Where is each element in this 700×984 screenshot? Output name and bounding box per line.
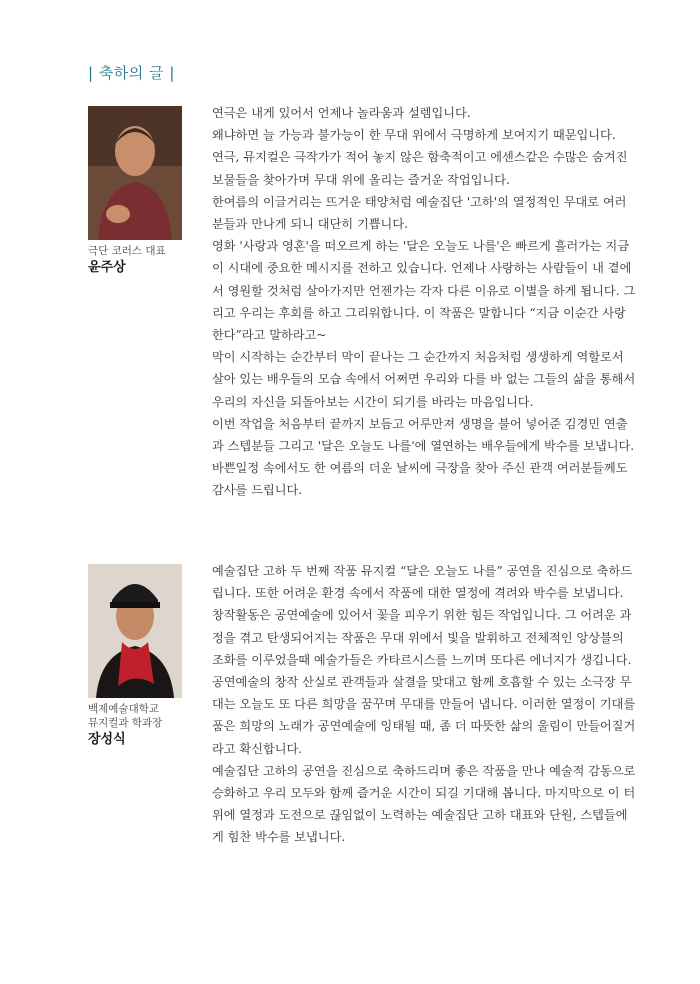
message-paragraph: 막이 시작하는 순간부터 막이 끝나는 그 순간까지 처음처럼 생생하게 역할로서 살아 있는 배우들의 모습 속에서 어쩌면 우리와 다를 바 없는 그들의 삶을 통해서 우리의 자신을 되돌아보는 시간이 되기를 바라는 마음입니다. <box>212 350 636 409</box>
message-paragraph: 연극, 뮤지컬은 극작가가 적어 놓지 않은 함축적이고 에센스같은 수많은 숨겨진 보물들을 찾아가며 무대 위에 올리는 즐거운 작업입니다. <box>212 150 628 187</box>
portrait-photo <box>88 564 182 698</box>
message-paragraph: 창작활동은 공연예술에 있어서 꽃을 피우기 위한 힘든 작업입니다. 그 어려운 과정을 겪고 탄생되어지는 작품은 무대 위에서 빛을 발휘하고 전체적인 앙상블의 조화를 이루었을때 예술가들은 카타르시스를 느끼며 또다른 에너지가 생깁니다. 공연예술의 창작 산실로 관객들과 살결을 맞대고 함께 호흡할 수 있는 소극장 무대는 오늘도 또 다른 희망을 꿈꾸며 무대를 만들어 냅니다. 이러한 열정이 기대를 품은 희망의 노래가 공연예술에 잉태될 때, 좀 더 따뜻한 삶의 울림이 만들어질거라고 확신합니다. <box>212 608 636 756</box>
author-caption <box>88 702 198 749</box>
author-caption <box>88 244 198 277</box>
message-paragraph: 한여름의 이글거리는 뜨거운 태양처럼 예술집단 '고하'의 열정적인 무대로 여러분들과 만나게 되니 대단히 기쁩니다. <box>212 194 627 232</box>
author-role-line-1: 백제예술대학교 <box>88 703 160 715</box>
author-name: 장성식 <box>88 732 126 747</box>
portrait-photo <box>88 106 182 240</box>
author-role: 극단 코러스 대표 <box>88 245 166 257</box>
message-text <box>212 560 636 849</box>
message-paragraph: 예술집단 고하 두 번째 작품 뮤지컬 “달은 오늘도 나를” 공연을 진심으로 축하드립니다. 또한 어려운 환경 속에서 작품에 대한 열정에 격려와 박수를 보냅니다. <box>212 564 633 601</box>
message-paragraph: 예술집단 고하의 공연을 진심으로 축하드리며 좋은 작품을 만나 예술적 감동으로 승화하고 우리 모두와 함께 즐거운 시간이 되길 기대해 봅니다. 마지막으로 이 터위에 열정과 도전으로 끊임없이 노력하는 예술집단 고하 대표와 단원, 스텝들에게 힘찬 박수를 보냅니다. <box>212 763 636 845</box>
author-role-line-2: 뮤지컬과 학과장 <box>88 717 163 729</box>
section-title: | 축하의 글 | <box>88 64 175 82</box>
message-paragraph: 연극은 내게 있어서 언제나 놀라움과 설렘입니다. <box>212 106 471 120</box>
author-name: 윤주상 <box>88 260 126 275</box>
message-paragraph: 왜냐하면 늘 가능과 불가능이 한 무대 위에서 극명하게 보여지기 때문입니다. <box>212 128 616 143</box>
message-text <box>212 102 636 502</box>
message-paragraph: 영화 '사랑과 영혼'을 떠오르게 하는 '달은 오늘도 나를'은 빠르게 흘러가는 지금이 시대에 중요한 메시지를 전하고 있습니다. 언제나 사랑하는 사람들이 내 곁에서 영원할 것처럼 살아가지만 언젠가는 각자 다른 이유로 이별을 하게 됩니다. 그리고 우리는 후회를 하고 그리워합니다. 이 작품은 말합니다 “지금 이순간 사랑한다”라고 말하라고~ <box>212 239 636 343</box>
message-paragraph: 이번 작업을 처음부터 끝까지 보듬고 어루만져 생명을 불어 넣어준 김경민 연출과 스텝분들 그리고 '달은 오늘도 나를'에 열연하는 배우들에게 박수를 보냅니다. 바쁜일정 속에서도 한 여름의 더운 날씨에 극장을 찾아 주신 관객 여러분들께도 감사를 드립니다. <box>212 416 635 498</box>
